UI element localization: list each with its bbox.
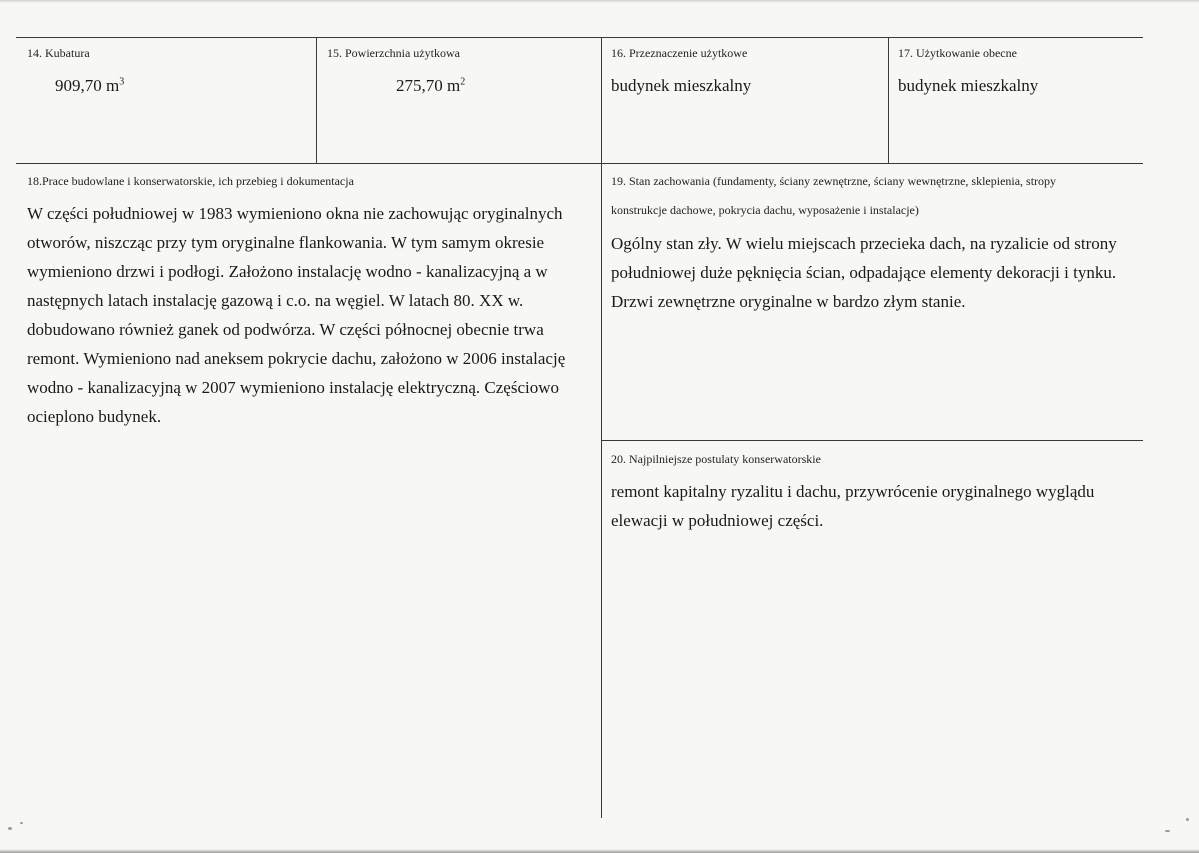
prace-label: 18.Prace budowlane i konserwatorskie, ich przebieg i dokumentacja [27,174,354,188]
prace-line: następnych latach instalację gazową i c.o. na węgiel. W latach 80. XX w. [27,291,524,310]
stan-line: południowej duże pęknięcia ścian, odpadające elementy dekoracji i tynku. [611,263,1117,282]
prace-line: W części południowej w 1983 wymieniono okna nie zachowując oryginalnych [27,204,563,223]
stan-label-line2: konstrukcje dachowe, pokrycia dachu, wyposażenie i instalacje) [611,203,919,217]
przeznaczenie-value: budynek mieszkalny [611,76,752,95]
uzytkowanie-value: budynek mieszkalny [898,76,1039,95]
prace-line: dobudowano również ganek od podwórza. W części północnej obecnie trwa [27,320,544,339]
section-20-divider-line [601,440,1143,441]
scan-speck [20,822,23,824]
scan-speck [1165,830,1170,832]
kubatura-value [55,76,124,96]
scan-speck [8,827,12,830]
powierzchnia-value [396,76,465,96]
stan-label-line1: 19. Stan zachowania (fundamenty, ściany zewnętrzne, ściany wewnętrzne, sklepienia, stropy [611,174,1057,188]
col-divider-1 [316,37,317,163]
prace-line: remont. Wymieniono nad aneksem pokrycie dachu, założono w 2006 instalację [27,349,566,368]
powierzchnia-label: 15. Powierzchnia użytkowa [327,46,460,60]
col-divider-center [601,37,602,818]
postulaty-line: elewacji w południowej części. [611,511,824,530]
kubatura-exponent: 3 [119,76,125,88]
row-divider-line [16,163,1143,164]
uzytkowanie-label: 17. Użytkowanie obecne [898,46,1017,60]
prace-text [27,199,565,431]
postulaty-line: remont kapitalny ryzalitu i dachu, przywrócenie oryginalnego wyglądu [611,482,1095,501]
stan-line: Ogólny stan zły. W wielu miejscach przecieka dach, na ryzalicie od strony [611,234,1117,253]
stan-line: Drzwi zewnętrzne oryginalne w bardzo złym stanie. [611,292,966,311]
top-border-line [16,37,1143,38]
powierzchnia-number: 275,70 m [396,76,461,95]
scan-edge-top [0,0,1199,3]
scan-edge-bottom [0,849,1199,853]
stan-text [611,229,1117,316]
powierzchnia-exponent: 2 [460,76,466,88]
prace-line: wodno - kanalizacyjną w 2007 wymieniono instalację elektryczną. Częściowo [27,378,560,397]
col-divider-3 [888,37,889,163]
przeznaczenie-label: 16. Przeznaczenie użytkowe [611,46,748,60]
prace-line: wymieniono drzwi i podłogi. Założono instalację wodno - kanalizacyjną a w [27,262,548,281]
scan-speck [1186,818,1189,821]
kubatura-label: 14. Kubatura [27,46,90,60]
postulaty-label: 20. Najpilniejsze postulaty konserwatorskie [611,452,821,466]
prace-line: otworów, niszcząc przy tym oryginalne flankowania. W tym samym okresie [27,233,545,252]
kubatura-number: 909,70 m [55,76,120,95]
postulaty-text [611,477,1094,535]
prace-line: ocieplono budynek. [27,407,162,426]
